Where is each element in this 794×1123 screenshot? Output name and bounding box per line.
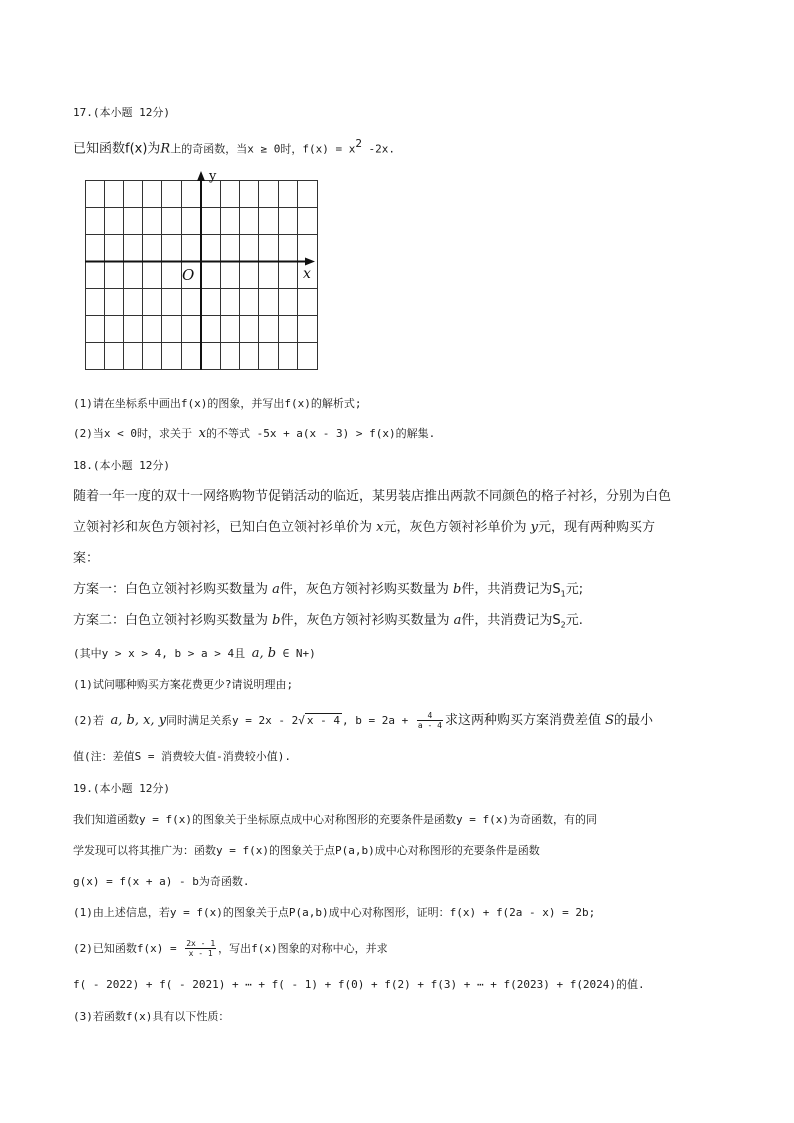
sqrt-expression: x - 4: [306, 714, 341, 727]
q19-part2: (2)已知函数f(x) = $\frac{2x - 1}{x - 1}$ ，写出f(x)图象的对称中心，并求: [73, 939, 388, 958]
origin-label: O: [182, 266, 195, 284]
q19-header: 19.(本小题 12分): [73, 782, 170, 795]
q18-plan1: 方案一：白色立领衬衫购买数量为 a件，灰色方领衬衫购买数量为 b件，共消费记为$S_1$元;: [73, 582, 584, 599]
coordinate-grid: [85, 170, 325, 374]
fraction: $\frac{4}{a - 4}$: [417, 711, 442, 730]
q17-header: [73, 104, 170, 122]
q19-part1: (1)由上述信息，若y = f(x)的图象关于点P(a,b)成中心对称图形，证明：f(x) + f(2a - x) = 2b;: [73, 906, 596, 919]
q18-part1: (1)试问哪种购买方案花费更少?请说明理由;: [73, 678, 294, 691]
q19-part3: (3)若函数f(x)具有以下性质：: [73, 1010, 230, 1023]
q17-statement: 已知函数f(x)为R上的奇函数，当x ≥ 0时，$f(x) = x^2$ -2x.: [73, 137, 396, 157]
q17-header-text: 17.(本小题 12分): [73, 106, 170, 119]
q18-para2: 立领衬衫和灰色方领衬衫，已知白色立领衬衫单价为 x元，灰色方领衬衫单价为 y元，现有两种购买方: [73, 520, 655, 535]
q19-para2: 学发现可以将其推广为：函数y = f(x)的图象关于点P(a,b)成中心对称图形的充要条件是函数: [73, 844, 540, 857]
x-axis-label: x: [303, 266, 311, 282]
q18-para1: 随着一年一度的双十一网络购物节促销活动的临近，某男装店推出两款不同颜色的格子衬衫，分别为白色: [73, 489, 672, 504]
q17-part1: (1)请在坐标系中画出f(x)的图象，并写出f(x)的解析式;: [73, 397, 362, 410]
y-axis-label: y: [209, 170, 217, 184]
q18-header: 18.(本小题 12分): [73, 459, 170, 472]
q19-sum-line: f( - 2022) + f( - 2021) + ⋯ + f( - 1) + f(0) + f(2) + f(3) + ⋯ + f(2023) + f(2024)的值.: [73, 978, 645, 991]
fraction: $\frac{2x - 1}{x - 1}$: [186, 939, 216, 958]
q18-plan2: 方案二：白色立领衬衫购买数量为 b件，灰色方领衬衫购买数量为 a件，共消费记为$S_2$元.: [73, 613, 583, 630]
q18-conditions: (其中y > x > 4, b > a > 4且 a, b ∈ N+): [73, 646, 316, 661]
q17-part2: (2)当x < 0时，求关于 x的不等式 -5x + a(x - 3) > f(x)的解集.: [73, 426, 436, 441]
q18-part2-line2: 值(注：差值S = 消费较大值-消费较小值).: [73, 750, 291, 763]
q18-part2: (2)若 a, b, x, y同时满足关系y = 2x - 2√ x - 4 , b = 2a + $\frac{4}{a - 4}$ 求这两种购买方案消费差值 S的最小: [73, 711, 654, 730]
y-axis-arrow-icon: [197, 171, 205, 181]
x-axis-arrow-icon: [305, 258, 315, 266]
q18-para3: 案：: [73, 551, 100, 566]
q19-para1: 我们知道函数y = f(x)的图象关于坐标原点成中心对称图形的充要条件是函数y = f(x)为奇函数，有的同: [73, 813, 597, 826]
q19-para3: g(x) = f(x + a) - b为奇函数.: [73, 875, 250, 888]
